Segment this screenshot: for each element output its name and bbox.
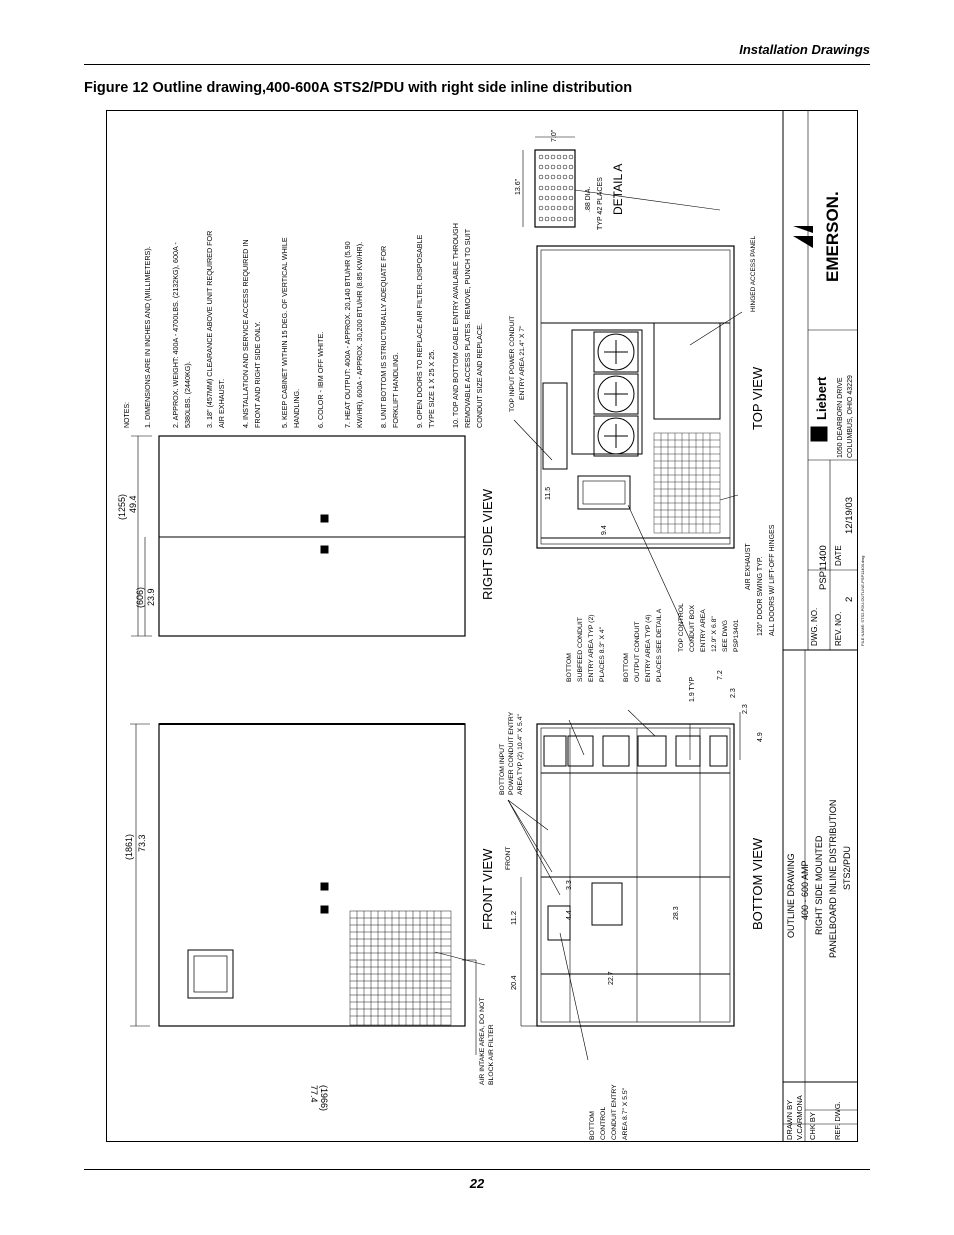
dim-44: 4.4 bbox=[566, 910, 573, 920]
liebert-address: 1050 DEARBORN DRIVE bbox=[837, 377, 844, 458]
ref-dwg: REF. DWG. bbox=[833, 1101, 842, 1140]
dim-72: 7.2 bbox=[717, 670, 724, 680]
note-line: 5. KEEP CABINET WITHIN 15 DEG. OF VERTICAL WHILE bbox=[280, 237, 289, 428]
callout-front: FRONT bbox=[505, 846, 512, 870]
note-line: FRONT AND RIGHT SIDE ONLY. bbox=[253, 321, 262, 428]
dim-33: 3.3 bbox=[566, 880, 573, 890]
bottom-view-label: BOTTOM VIEW bbox=[750, 837, 765, 930]
callout-top-control: PSP13401 bbox=[733, 619, 740, 652]
notes-heading: NOTES: bbox=[124, 401, 131, 428]
callout-air-exhaust: AIR EXHAUST bbox=[745, 543, 752, 590]
note-line: 4. INSTALLATION AND SERVICE ACCESS REQUIRED IN bbox=[241, 239, 250, 428]
callout-bottom-control: CONDUIT ENTRY bbox=[611, 1084, 618, 1140]
callout-door-swing: 120° DOOR SWING TYP. bbox=[757, 556, 764, 636]
right-side-view-label: RIGHT SIDE VIEW bbox=[480, 489, 495, 600]
callout-bottom-control: CONTROL bbox=[600, 1106, 607, 1140]
note-line: 1. DIMENSIONS ARE IN INCHES AND (MILLIMETERS). bbox=[143, 246, 152, 428]
callout-top-input: ENTRY AREA 21.4" X 7" bbox=[519, 325, 526, 400]
title-line: STS2/PDU bbox=[842, 845, 852, 890]
note-line: REMOVABLE ACCESS PLATES. REMOVE, PUNCH TO SUIT bbox=[463, 228, 472, 428]
bottom-view bbox=[521, 712, 740, 1026]
note-line: 3. 18" (457MM) CLEARANCE ABOVE UNIT REQUIRED FOR bbox=[205, 230, 214, 428]
dim-23b: 2.3 bbox=[742, 704, 749, 714]
chk-by: CHK BY bbox=[808, 1112, 817, 1140]
emerson-logo: EMERSON. bbox=[823, 191, 842, 282]
dim-112: 11.2 bbox=[509, 910, 518, 925]
dim-1255: (1255) bbox=[117, 493, 127, 520]
title-line: 400 - 600 AMP bbox=[800, 860, 810, 920]
callout-top-control: CONDUIT BOX bbox=[689, 604, 696, 652]
callout-bottom-subfeed: BOTTOM bbox=[566, 653, 573, 682]
dim-49: 4.9 bbox=[757, 732, 764, 742]
dwg-no: PSP11400 bbox=[818, 545, 829, 590]
callout-bottom-output: OUTPUT CONDUIT bbox=[634, 621, 641, 682]
date-value: 12/19/03 bbox=[844, 497, 855, 534]
callout-bottom-output: ENTRY AREA TYP (4) bbox=[645, 614, 652, 682]
dim-136: 13.6" bbox=[515, 178, 522, 195]
callout-bottom-output: PLACES SEE DETAIL A bbox=[656, 608, 663, 682]
drawing-text bbox=[117, 129, 865, 1140]
note-line: CONDUIT SIZE AND REPLACE. bbox=[475, 323, 484, 428]
callout-bottom-input: POWER CONDUIT ENTRY bbox=[508, 711, 515, 795]
date-label: DATE bbox=[834, 545, 843, 566]
drawn-by-label: DRAWN BY bbox=[785, 1099, 794, 1140]
title-line: RIGHT SIDE MOUNTED bbox=[814, 835, 824, 935]
right-side-view bbox=[131, 436, 465, 636]
callout-bottom-input: AREA TYP (2) 10.4" X 5.4" bbox=[517, 714, 524, 795]
dim-94: 9.4 bbox=[601, 525, 608, 535]
callout-bottom-input: BOTTOM INPUT bbox=[499, 743, 506, 795]
callout-hinged-panel: HINGED ACCESS PANEL bbox=[750, 235, 757, 312]
front-view-label: FRONT VIEW bbox=[480, 848, 495, 930]
detail-a bbox=[523, 137, 575, 227]
liebert-address: COLUMBUS, OHIO 43229 bbox=[847, 375, 854, 458]
callout-top-control: ENTRY AREA bbox=[700, 609, 707, 652]
front-view bbox=[130, 724, 476, 1055]
callout-air-intake: AIR INTAKE AREA, DO NOT bbox=[479, 997, 486, 1085]
note-line: 9. OPEN DOORS TO REPLACE AIR FILTER. DISPOSABLE bbox=[415, 234, 424, 428]
top-view bbox=[537, 246, 734, 548]
footer-rule bbox=[84, 1169, 870, 1170]
callout-top-control: SEE DWG bbox=[722, 619, 729, 652]
dim-227: 22.7 bbox=[608, 971, 615, 985]
page-number: 22 bbox=[469, 1176, 485, 1191]
dim-204: 20.4 bbox=[509, 975, 518, 990]
note-line: TYPE SIZE 1 X 25 X 25. bbox=[427, 349, 436, 428]
detail-a-label: DETAIL A bbox=[611, 163, 625, 215]
liebert-logo: Liebert bbox=[814, 376, 829, 420]
dim-115: 11.5 bbox=[545, 486, 552, 500]
callout-door-swing: ALL DOORS W/ LIFT-OFF HINGES bbox=[769, 524, 776, 636]
rev-no: 2 bbox=[844, 596, 855, 602]
callout-bottom-subfeed: SUBFEED CONDUIT bbox=[577, 617, 584, 682]
dim-733: 73.3 bbox=[137, 834, 147, 852]
dim-19typ: 1.9 TYP bbox=[689, 676, 696, 702]
dim-283: 28.3 bbox=[673, 906, 680, 920]
note-line: 2. APPROX. WEIGHT: 400A - 4700LBS. (2132KG), 600A - bbox=[171, 242, 180, 428]
title-line: PANELBOARD INLINE DISTRIBUTION bbox=[828, 799, 838, 958]
figure-title: Figure 12 Outline drawing,400-600A STS2/PDU with right side inline distribution bbox=[84, 80, 633, 96]
note-line: FORKLIFT HANDLING. bbox=[391, 352, 400, 428]
callout-bottom-control: BOTTOM bbox=[589, 1111, 596, 1140]
rev-no-label: REV. NO. bbox=[834, 611, 843, 646]
dim-70: 7.0" bbox=[551, 129, 558, 142]
dim-88: .88 DIA. bbox=[585, 186, 592, 212]
dim-239: 23.9 bbox=[146, 588, 156, 606]
section-header: Installation Drawings bbox=[739, 42, 870, 57]
dim-1966: (1966) bbox=[319, 1085, 329, 1112]
dim-typ42: TYP 42 PLACES bbox=[597, 177, 604, 230]
note-line: 7. HEAT OUTPUT: 400A - APPROX. 20,140 BTU/HR (5.90 bbox=[343, 241, 352, 428]
note-line: HANDLING. bbox=[292, 388, 301, 428]
dim-23a: 2.3 bbox=[730, 688, 737, 698]
title-block bbox=[783, 110, 858, 1142]
callout-air-intake: BLOCK AIR FILTER bbox=[488, 1024, 495, 1085]
note-line: 8. UNIT BOTTOM IS STRUCTURALLY ADEQUATE FOR bbox=[379, 245, 388, 428]
drawn-by-value: V.CARMONA bbox=[795, 1095, 804, 1140]
note-line: AIR EXHAUST. bbox=[217, 378, 226, 428]
callout-bottom-subfeed: ENTRY AREA TYP (2) bbox=[588, 614, 595, 682]
top-view-label: TOP VIEW bbox=[750, 366, 765, 430]
note-line: 5380LBS. (2440KG). bbox=[183, 361, 192, 428]
note-line: KW/HR), 600A - APPROX. 30,200 BTU/HR (8.85 KW/HR). bbox=[355, 241, 364, 428]
callout-bottom-subfeed: PLACES 8.3" X 4" bbox=[599, 626, 606, 682]
callout-top-control: 12.9" X 6.8" bbox=[711, 616, 718, 652]
dim-606: (606) bbox=[135, 586, 145, 608]
note-line: 6. COLOR - IBM OFF WHITE. bbox=[316, 331, 325, 428]
dwg-no-label: DWG. NO. bbox=[810, 607, 819, 646]
callout-top-input: TOP INPUT POWER CONDUIT bbox=[509, 315, 516, 412]
dim-774: 77.4 bbox=[309, 1085, 319, 1103]
dim-494: 49.4 bbox=[128, 495, 138, 513]
file-name: FILE NAME: STS2-PDU-OUTLINE-PSP11400.dwg bbox=[860, 555, 865, 646]
callout-bottom-control: AREA 8.7" X 5.5" bbox=[622, 1087, 629, 1140]
callout-top-control: TOP CONTROL bbox=[678, 603, 685, 652]
dim-1861: (1861) bbox=[124, 833, 134, 860]
note-line: 10. TOP AND BOTTOM CABLE ENTRY AVAILABLE THROUGH bbox=[451, 223, 460, 428]
title-line: OUTLINE DRAWING bbox=[786, 853, 796, 938]
callout-bottom-output: BOTTOM bbox=[623, 653, 630, 682]
